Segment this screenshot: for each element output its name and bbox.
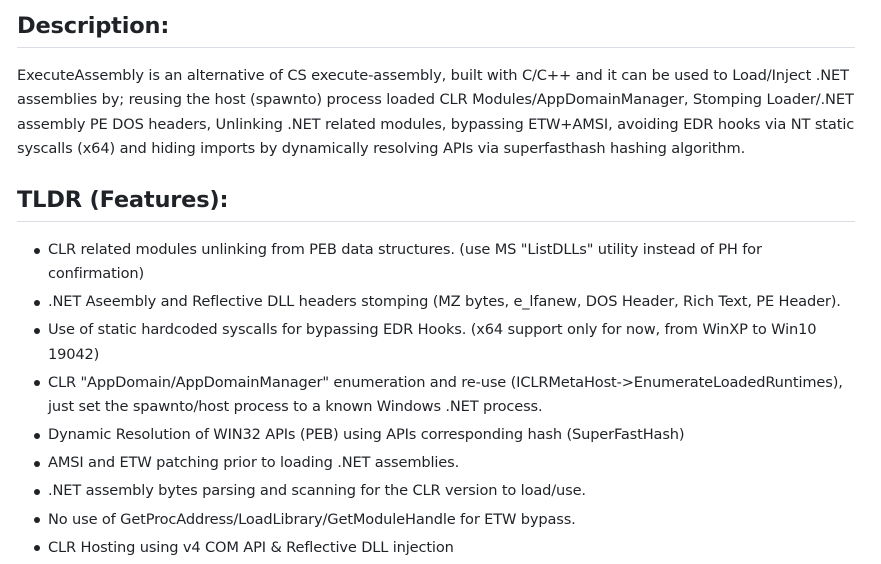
list-item-text: CLR related modules unlinking from PEB data structures. (use MS "ListDLLs" utility instead of PH for confirmation) xyxy=(48,241,762,283)
bullet-icon xyxy=(34,328,40,334)
list-item-text: Dynamic Resolution of WIN32 APIs (PEB) using APIs corresponding hash (SuperFastHash) xyxy=(48,426,685,444)
list-item xyxy=(17,536,857,560)
list-item-text: Use of static hardcoded syscalls for bypassing EDR Hooks. (x64 support only for now, from WinXP to Win10 19042) xyxy=(48,321,817,363)
list-item xyxy=(17,423,857,447)
list-item xyxy=(17,238,857,287)
features-list xyxy=(17,238,857,564)
features-heading: TLDR (Features): xyxy=(17,185,855,222)
bullet-icon xyxy=(34,380,40,386)
list-item xyxy=(17,290,857,314)
list-item xyxy=(17,318,857,367)
description-heading: Description: xyxy=(17,11,855,48)
bullet-icon xyxy=(34,489,40,495)
list-item xyxy=(17,371,857,420)
list-item-text: .NET assembly bytes parsing and scanning for the CLR version to load/use. xyxy=(48,482,586,500)
list-item-text: CLR Hosting using v4 COM API & Reflective DLL injection xyxy=(48,538,454,556)
description-paragraph: ExecuteAssembly is an alternative of CS execute-assembly, built with C/C++ and it can be used to Load/Inject .NET assemblies by; reusing the host (spawnto) process loaded CLR Modules/AppDomainManager, Stomping Loader/.NET assembly PE DOS headers, Unlinking .NET related modules, bypassing ETW+AMSI, avoiding EDR hooks via NT static syscalls (x64) and hiding imports by dynamically resolving APIs via superfasthash hashing algorithm. xyxy=(17,67,855,157)
list-item-text: No use of GetProcAddress/LoadLibrary/GetModuleHandle for ETW bypass. xyxy=(48,510,576,528)
list-item-text: AMSI and ETW patching prior to loading .NET assemblies. xyxy=(48,454,460,472)
list-item xyxy=(17,479,857,503)
bullet-icon xyxy=(34,517,40,523)
bullet-icon xyxy=(34,545,40,551)
bullet-icon xyxy=(34,433,40,439)
bullet-icon xyxy=(34,248,40,254)
list-item xyxy=(17,508,857,532)
list-item xyxy=(17,451,857,475)
bullet-icon xyxy=(34,300,40,306)
list-item-text: .NET Aseembly and Reflective DLL headers stomping (MZ bytes, e_lfanew, DOS Header, Rich Text, PE Header). xyxy=(48,293,841,311)
list-item-text: CLR "AppDomain/AppDomainManager" enumeration and re-use (ICLRMetaHost->EnumerateLoadedRuntimes), just set the spawnto/host process to a known Windows .NET process. xyxy=(48,373,843,416)
bullet-icon xyxy=(34,461,40,467)
